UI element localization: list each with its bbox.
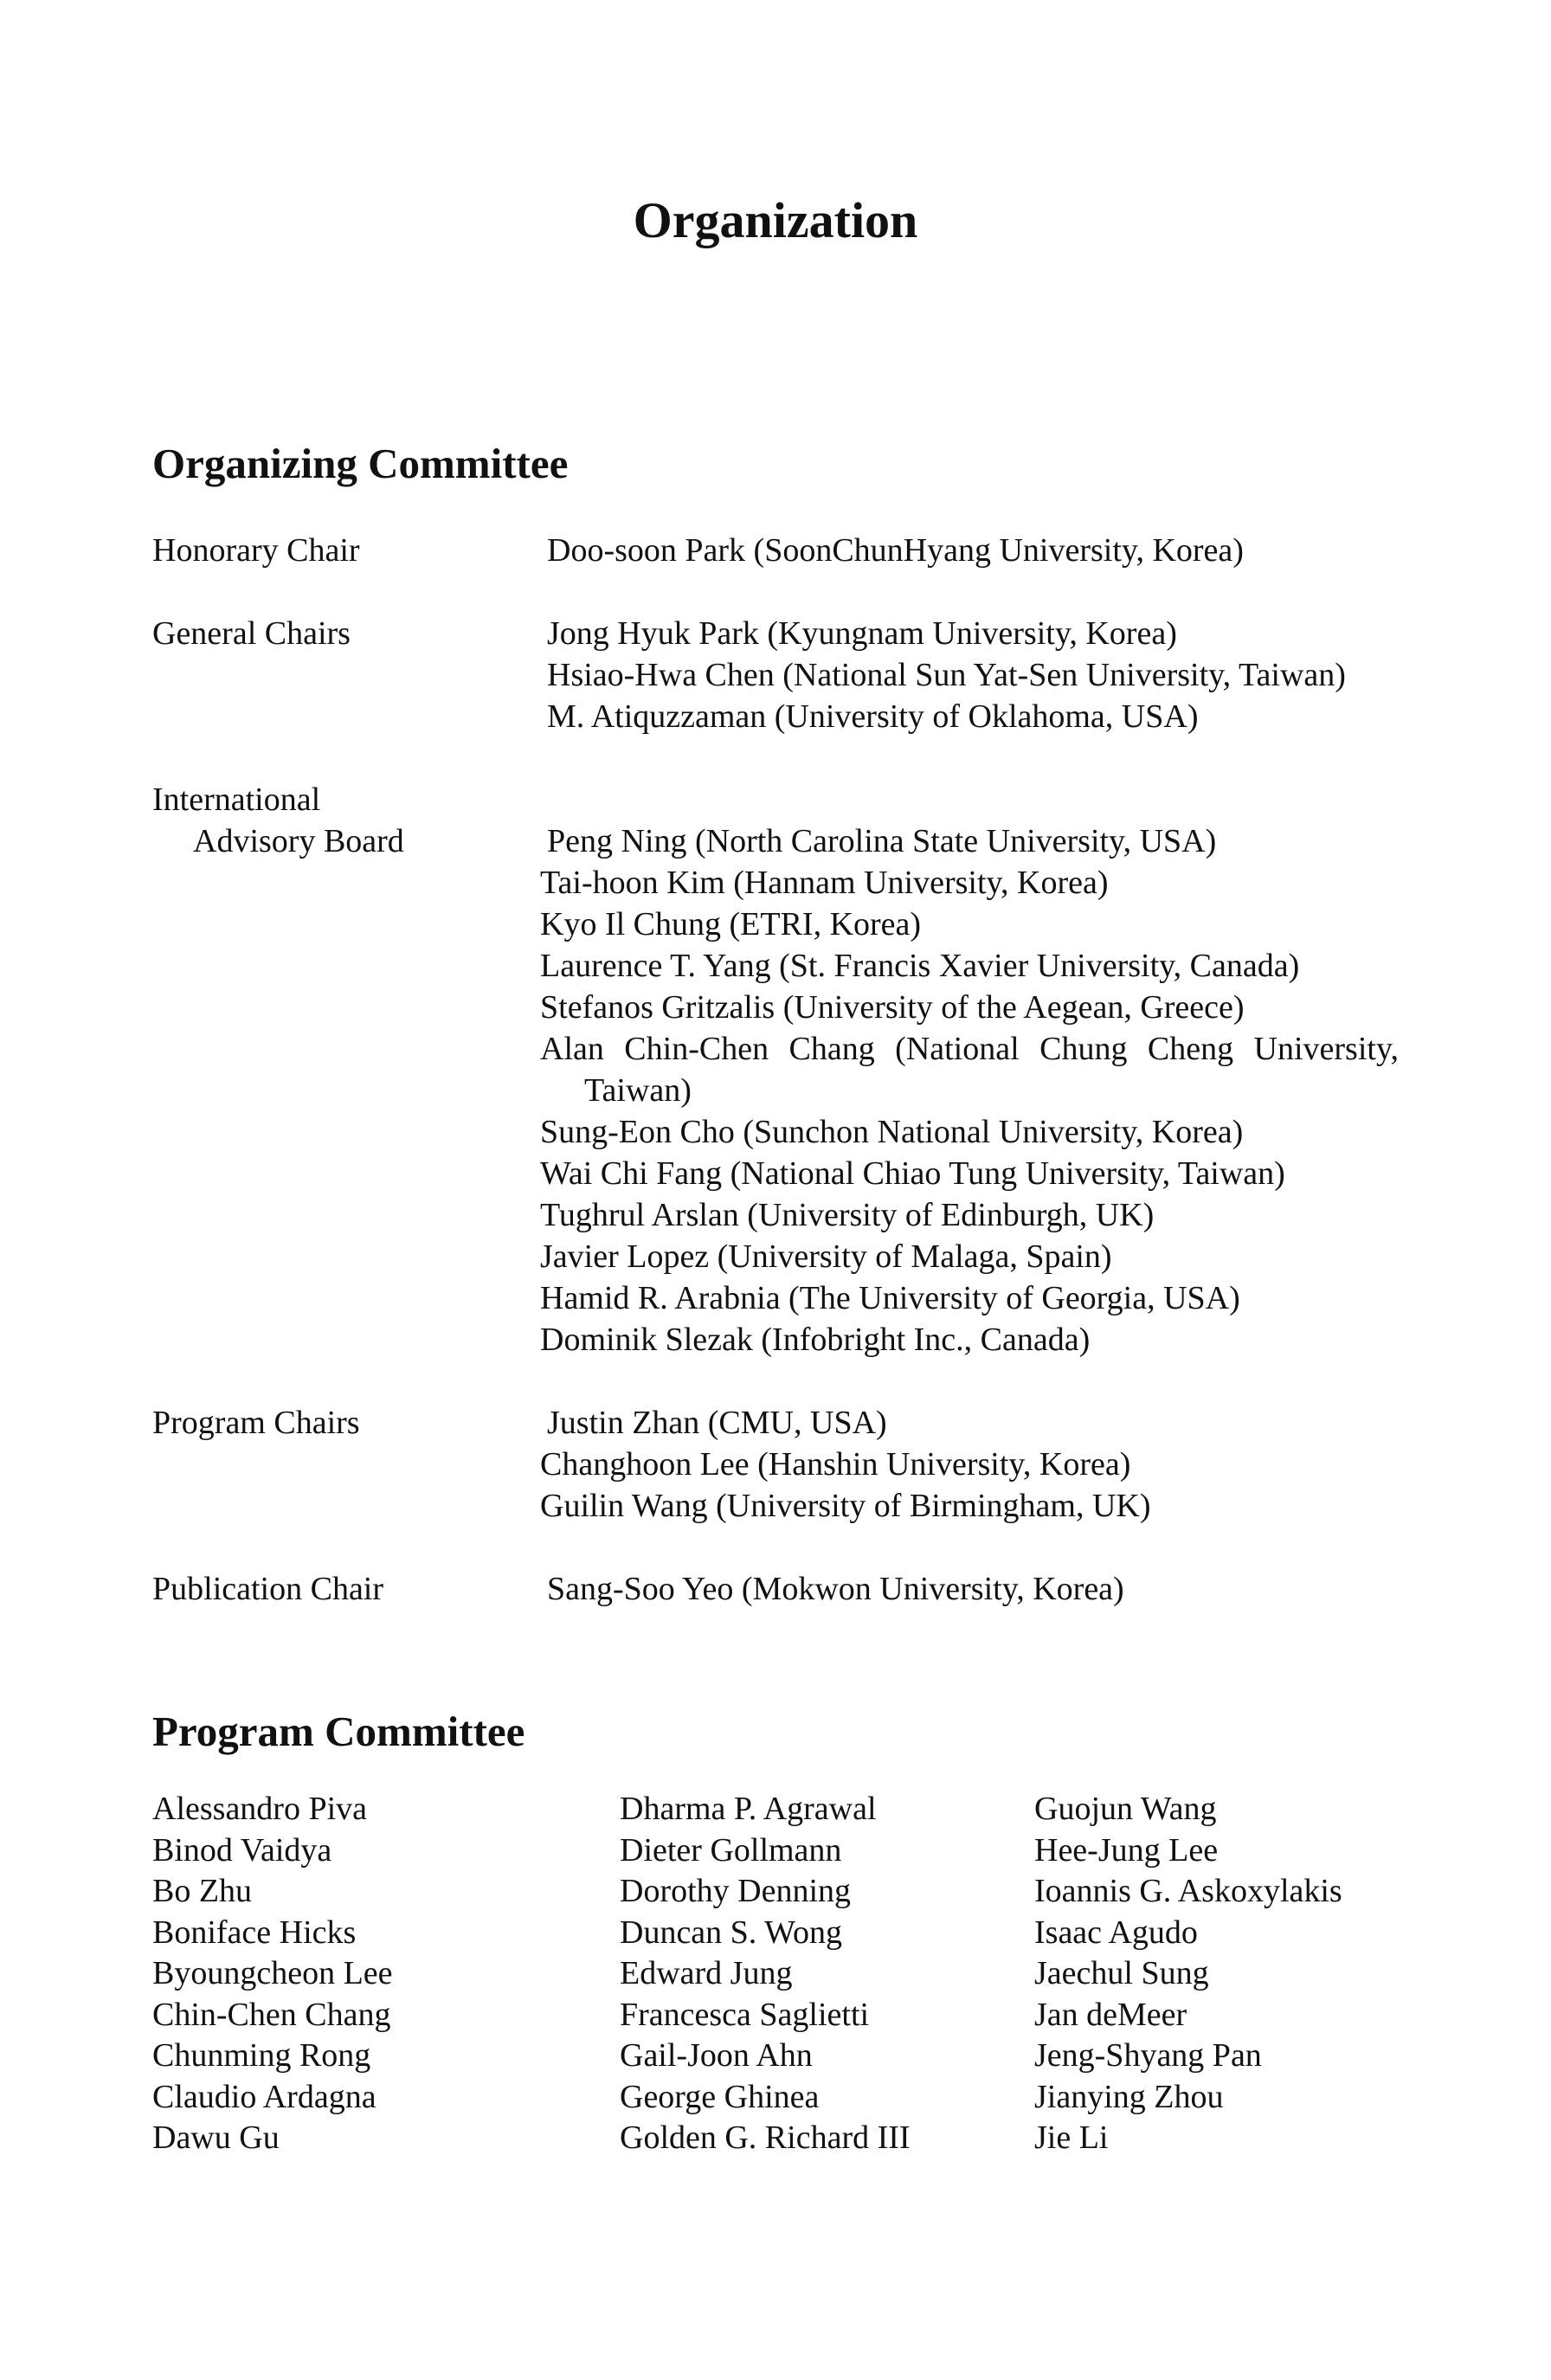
- role-label: [152, 779, 540, 862]
- committee-member: Isaac Agudo: [1034, 1914, 1198, 1951]
- committee-member: Byoungcheon Lee: [152, 1955, 393, 1991]
- role-label: [152, 1402, 540, 1444]
- committee-member: Jianying Zhou: [1034, 2078, 1224, 2115]
- member-entry: Dominik Slezak (Infobright Inc., Canada): [540, 1322, 1091, 1358]
- role-label-line: Program Chairs: [152, 1405, 360, 1441]
- committee-member: Jeng-Shyang Pan: [1034, 2037, 1262, 2074]
- program-committee-heading: Program Committee: [152, 1708, 525, 1755]
- committee-member: Chin-Chen Chang: [152, 1996, 391, 2033]
- committee-member: Dieter Gollmann: [620, 1831, 842, 1869]
- organizing-committee-heading: Organizing Committee: [152, 440, 569, 487]
- member-list: [540, 1568, 1399, 1610]
- member-entry: Tai-hoon Kim (Hannam University, Korea): [540, 865, 1109, 901]
- committee-member: Guojun Wang: [1034, 1791, 1217, 1827]
- member-entry: Javier Lopez (University of Malaga, Spain): [540, 1238, 1112, 1275]
- page-title: Organization: [633, 192, 918, 248]
- member-entry: Sung-Eon Cho (Sunchon National University, Korea): [540, 1114, 1244, 1150]
- committee-role-row: [152, 530, 1399, 571]
- member-entry: Wai Chi Fang (National Chiao Tung University, Taiwan): [540, 1155, 1285, 1192]
- role-label-line: Publication Chair: [152, 1571, 384, 1607]
- committee-member: George Ghinea: [620, 2078, 820, 2115]
- committee-member: Hee-Jung Lee: [1034, 1831, 1219, 1869]
- role-label-line: General Chairs: [152, 615, 351, 652]
- committee-member: Binod Vaidya: [152, 1831, 332, 1869]
- committee-member: Edward Jung: [620, 1955, 793, 1991]
- member-list: [540, 1402, 1399, 1527]
- committee-member: Jaechul Sung: [1034, 1955, 1209, 1991]
- role-label: [152, 1568, 540, 1610]
- program-committee-column: [152, 1789, 393, 2159]
- program-committee-column: [620, 1789, 911, 2159]
- committee-member: Jie Li: [1034, 2119, 1109, 2156]
- committee-member: Gail-Joon Ahn: [620, 2037, 813, 2074]
- organizing-committee-table: [152, 530, 1399, 1651]
- committee-member: Dawu Gu: [152, 2119, 280, 2156]
- member-entry: Sang-Soo Yeo (Mokwon University, Korea): [547, 1571, 1124, 1607]
- member-entry: Laurence T. Yang (St. Francis Xavier University, Canada): [540, 948, 1300, 984]
- committee-member: Duncan S. Wong: [620, 1914, 842, 1951]
- member-entry: Kyo Il Chung (ETRI, Korea): [540, 906, 922, 942]
- committee-member: Golden G. Richard III: [620, 2119, 911, 2156]
- member-entry: Justin Zhan (CMU, USA): [547, 1405, 887, 1441]
- member-entry: Alan Chin-Chen Chang (National Chung Cheng University, Taiwan): [540, 1031, 1399, 1109]
- member-entry: Hsiao-Hwa Chen (National Sun Yat-Sen University, Taiwan): [547, 657, 1346, 693]
- committee-member: Alessandro Piva: [152, 1791, 368, 1827]
- committee-role-row: [152, 779, 1399, 1360]
- committee-role-row: [152, 1402, 1399, 1527]
- role-label-line: International: [152, 782, 321, 818]
- committee-member: Claudio Ardagna: [152, 2078, 376, 2115]
- member-entry: Changhoon Lee (Hanshin University, Korea): [540, 1446, 1131, 1483]
- member-list: [540, 613, 1399, 737]
- committee-member: Bo Zhu: [152, 1873, 253, 1909]
- role-label-line: Advisory Board: [193, 823, 404, 859]
- member-entry: Tughrul Arslan (University of Edinburgh, UK): [540, 1197, 1155, 1233]
- committee-role-row: [152, 1568, 1399, 1610]
- role-label: [152, 613, 540, 654]
- committee-member: Dorothy Denning: [620, 1873, 852, 1909]
- member-entry: Hamid R. Arabnia (The University of Georgia, USA): [540, 1280, 1240, 1316]
- member-list: [540, 779, 1399, 1360]
- committee-member: Jan deMeer: [1034, 1996, 1187, 2033]
- committee-member: Boniface Hicks: [152, 1914, 357, 1951]
- member-entry: Stefanos Gritzalis (University of the Aegean, Greece): [540, 989, 1245, 1026]
- committee-member: Francesca Saglietti: [620, 1996, 870, 2033]
- member-list: [540, 530, 1399, 571]
- role-label: [152, 530, 540, 571]
- committee-role-row: [152, 613, 1399, 737]
- committee-member: Chunming Rong: [152, 2037, 371, 2074]
- member-entry: Peng Ning (North Carolina State University, USA): [547, 823, 1217, 859]
- member-entry: M. Atiquzzaman (University of Oklahoma, USA): [547, 698, 1199, 735]
- committee-member: Dharma P. Agrawal: [620, 1791, 877, 1827]
- member-entry: Doo-soon Park (SoonChunHyang University, Korea): [547, 532, 1244, 569]
- role-label-line: Honorary Chair: [152, 532, 360, 569]
- member-entry: Guilin Wang (University of Birmingham, UK): [540, 1488, 1151, 1524]
- committee-member: Ioannis G. Askoxylakis: [1034, 1873, 1342, 1909]
- member-entry: Jong Hyuk Park (Kyungnam University, Korea): [547, 615, 1177, 652]
- program-committee-column: [1034, 1789, 1342, 2159]
